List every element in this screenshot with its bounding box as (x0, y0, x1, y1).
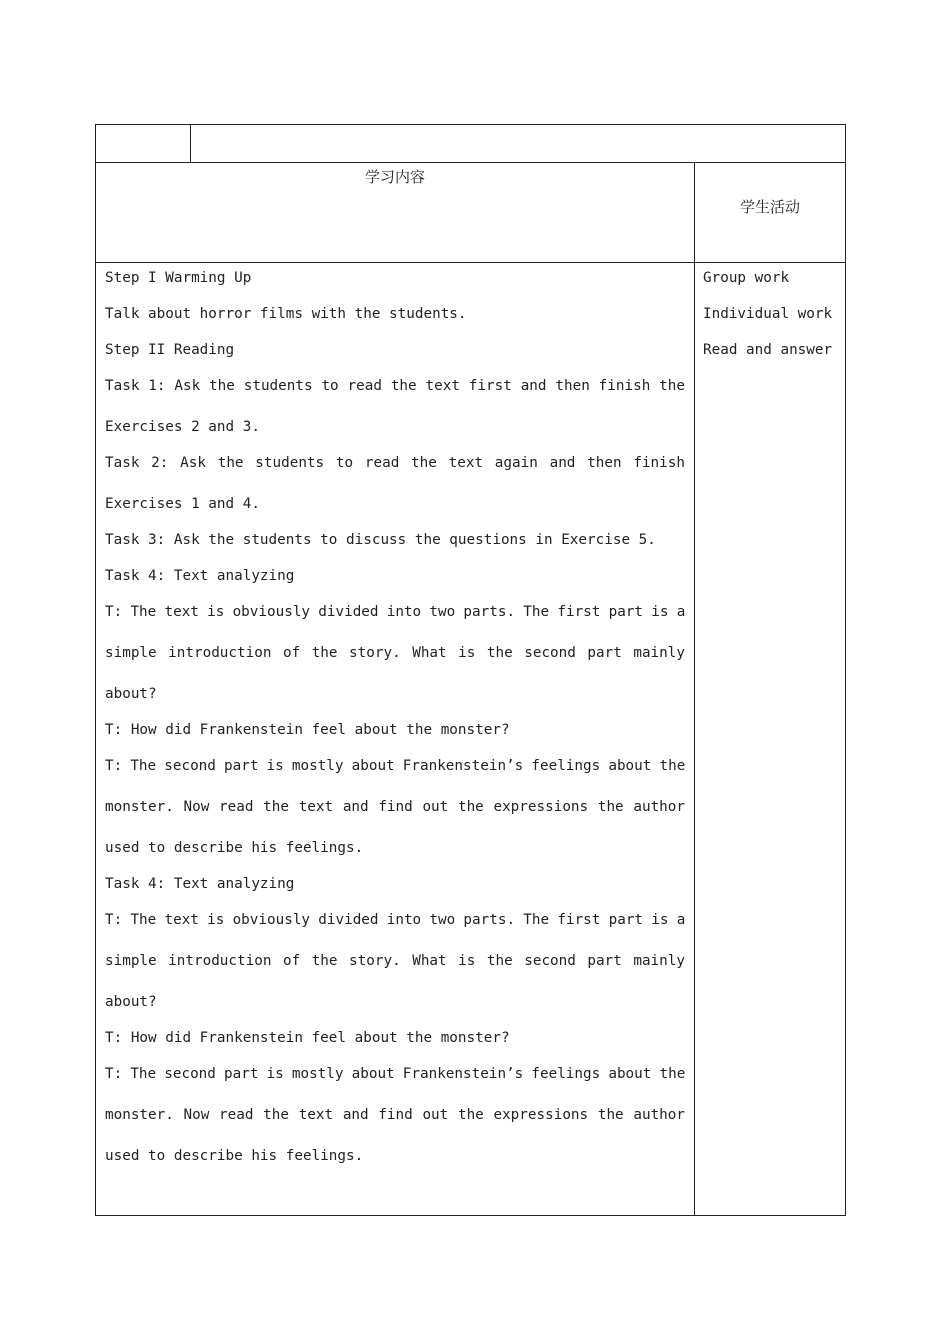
task-heading: Task 4: Text analyzing (105, 568, 295, 584)
content-line: T: How did Frankenstein feel about the monster? (105, 1030, 510, 1046)
column-divider (694, 163, 695, 1215)
activity-item: Individual work (703, 306, 833, 322)
content-line: T: The text is obviously divided into two parts. The first part is a (105, 604, 686, 620)
content-line: Exercises 1 and 4. (105, 496, 260, 512)
content-line: T: The second part is mostly about Frankenstein’s feelings about the (105, 758, 686, 774)
content-line: used to describe his feelings. (105, 840, 364, 856)
header-student-activities (695, 163, 845, 262)
content-line: about? (105, 994, 157, 1010)
content-line: T: How did Frankenstein feel about the monster? (105, 722, 510, 738)
content-line: Exercises 2 and 3. (105, 419, 260, 435)
teacher-paragraph (105, 1064, 685, 1166)
task-paragraph (105, 376, 685, 437)
content-line: monster. Now read the text and find out the expressions the author (105, 799, 685, 815)
lesson-plan-table (95, 124, 846, 1216)
header-learning-content (96, 163, 694, 262)
content-line: Talk about horror films with the students. (105, 306, 467, 322)
student-activities-cell (703, 268, 843, 376)
activity-item: Read and answer (703, 342, 833, 358)
content-line: about? (105, 686, 157, 702)
task-paragraph (105, 453, 685, 514)
learning-content-cell (105, 268, 685, 1182)
content-line: Task 2: Ask the students to read the text again and then finish (105, 455, 685, 471)
content-line: Task 3: Ask the students to discuss the questions in Exercise 5. (105, 532, 656, 548)
header-student-activities-label: 学生活动 (739, 198, 800, 216)
content-line: T: The text is obviously divided into two parts. The first part is a (105, 912, 686, 928)
step-heading: Step II Reading (105, 342, 235, 358)
content-line: Task 1: Ask the students to read the text first and then finish the (105, 378, 685, 394)
step-heading: Step I Warming Up (105, 270, 252, 286)
activity-item: Group work (703, 270, 790, 286)
content-line: simple introduction of the story. What is the second part mainly (105, 645, 685, 661)
top-left-cell (96, 125, 191, 162)
header-learning-content-label: 学习内容 (364, 168, 425, 186)
teacher-paragraph (105, 602, 685, 704)
content-line: used to describe his feelings. (105, 1148, 364, 1164)
table-top-row (96, 125, 845, 163)
task-heading: Task 4: Text analyzing (105, 876, 295, 892)
content-line: monster. Now read the text and find out the expressions the author (105, 1107, 685, 1123)
table-header-row (96, 163, 845, 263)
teacher-paragraph (105, 756, 685, 858)
content-line: simple introduction of the story. What is the second part mainly (105, 953, 685, 969)
teacher-paragraph (105, 910, 685, 1012)
content-line: T: The second part is mostly about Frankenstein’s feelings about the (105, 1066, 686, 1082)
